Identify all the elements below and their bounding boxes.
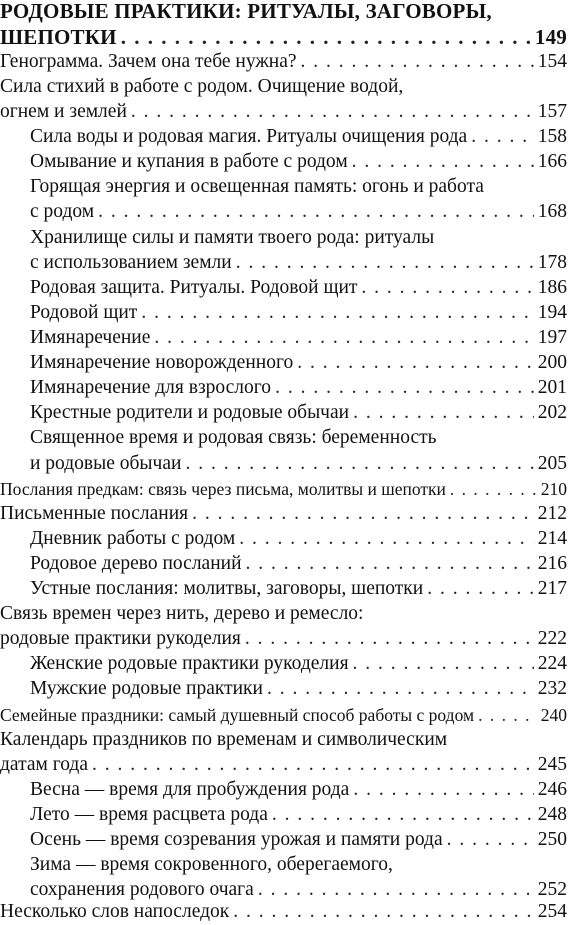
dot-leader <box>98 199 534 225</box>
dot-leader <box>450 476 537 502</box>
dot-leader <box>246 551 534 577</box>
toc-entry-text: с родом <box>30 201 95 222</box>
toc-entry-text: Священное время и родовая связь: беременность <box>30 427 437 448</box>
toc-entry-text: ШЕПОТКИ <box>0 25 117 49</box>
dot-leader <box>352 149 534 175</box>
dot-leader <box>267 676 534 702</box>
toc-entry-text: огнем и землей <box>0 101 127 122</box>
toc-subentry <box>30 852 567 878</box>
toc-subentry <box>30 124 567 150</box>
dot-leader <box>192 501 534 527</box>
dot-leader <box>141 300 533 326</box>
toc-subentry <box>30 250 567 276</box>
dot-leader <box>361 275 533 301</box>
toc-page-number: 202 <box>537 402 567 423</box>
toc-page-number: 186 <box>537 277 567 298</box>
dot-leader <box>427 576 534 602</box>
dot-leader <box>236 250 534 276</box>
dot-leader <box>154 325 533 351</box>
toc-section-heading <box>0 24 567 50</box>
toc-subentry <box>30 199 567 225</box>
toc-entry <box>0 626 567 652</box>
toc-entry-text: с использованием земли <box>30 252 232 273</box>
dot-leader <box>353 400 534 426</box>
toc-entry-text: Омывание и купания в работе с родом <box>30 151 348 172</box>
toc-subentry <box>30 174 567 200</box>
toc-entry-text: сохранения родового очага <box>30 879 254 900</box>
toc-page-number: 254 <box>537 901 567 922</box>
toc-page-number: 222 <box>537 628 567 649</box>
toc-page-number: 210 <box>540 479 567 499</box>
toc-entry <box>0 601 567 627</box>
toc-page-number: 216 <box>537 553 567 574</box>
toc-page-number: 252 <box>537 879 567 900</box>
toc-page-number: 158 <box>537 126 567 147</box>
toc-page-number: 205 <box>537 453 567 474</box>
toc-entry-text: Родовой щит <box>30 302 138 323</box>
toc-entry-text: Дневник работы с родом <box>30 528 236 549</box>
toc-page-number: 245 <box>537 754 567 775</box>
toc-entry-text: Сила воды и родовая магия. Ритуалы очищения рода <box>30 126 468 147</box>
toc-page-number: 157 <box>537 101 567 122</box>
toc-subentry <box>30 451 567 477</box>
toc-entry-text: Семейные праздники: самый душевный способ работы с родом <box>0 705 475 725</box>
toc-subentry <box>30 777 567 803</box>
toc-entry <box>0 702 567 728</box>
dot-leader <box>353 777 533 803</box>
toc-subentry <box>30 526 567 552</box>
toc-entry-text: Письменные послания <box>0 503 189 524</box>
toc-page-number: 168 <box>537 201 567 222</box>
toc-entry-text: Осень — время созревания урожая и памяти рода <box>30 829 443 850</box>
toc-entry <box>0 99 567 125</box>
dot-leader <box>121 24 531 50</box>
dot-leader <box>478 702 537 728</box>
toc-subentry <box>30 225 567 251</box>
toc-entry-text: Несколько слов напоследок <box>0 901 230 922</box>
toc-subentry <box>30 551 567 577</box>
toc-page-number: 154 <box>537 51 567 72</box>
toc-entry <box>0 49 567 75</box>
toc-entry-text: РОДОВЫЕ ПРАКТИКИ: РИТУАЛЫ, ЗАГОВОРЫ, <box>0 0 492 23</box>
toc-entry-text: Горящая энергия и освещенная память: огонь и работа <box>30 176 484 197</box>
dot-leader <box>297 350 534 376</box>
toc-entry-text: Устные послания: молитвы, заговоры, шепотки <box>30 578 424 599</box>
toc-page-number: 232 <box>537 678 567 699</box>
toc-entry-text: и родовые обычаи <box>30 453 182 474</box>
toc-subentry <box>30 827 567 853</box>
toc-entry-text: Мужские родовые практики <box>30 678 263 699</box>
toc-page-number: 201 <box>537 377 567 398</box>
toc-page-number: 217 <box>537 578 567 599</box>
toc-entry <box>0 899 567 925</box>
dot-leader <box>353 651 534 677</box>
toc-entry-text: Связь времен через нить, дерево и ремесло: <box>0 603 364 624</box>
toc-subentry <box>30 375 567 401</box>
dot-leader <box>245 626 534 652</box>
toc-entry-text: Имянаречение для взрослого <box>30 377 272 398</box>
toc-entry <box>0 727 567 753</box>
toc-subentry <box>30 275 567 301</box>
toc-entry <box>0 752 567 778</box>
toc-entry-text: Крестные родители и родовые обычаи <box>30 402 350 423</box>
toc-page-number: 224 <box>537 653 567 674</box>
toc-subentry <box>30 300 567 326</box>
toc-page-number: 240 <box>540 705 567 725</box>
dot-leader <box>92 752 534 778</box>
toc-section-heading <box>0 0 567 24</box>
toc-page-number: 248 <box>537 804 567 825</box>
toc-subentry <box>30 651 567 677</box>
toc-entry-text: Генограмма. Зачем она тебе нужна? <box>0 51 297 72</box>
toc-subentry <box>30 149 567 175</box>
toc-entry-text: Имянаречение <box>30 327 151 348</box>
toc-entry-text: Родовая защита. Ритуалы. Родовой щит <box>30 277 358 298</box>
dot-leader <box>233 899 534 925</box>
dot-leader <box>447 827 534 853</box>
toc-entry-text: Весна — время для пробуждения рода <box>30 779 350 800</box>
toc-entry <box>0 74 567 100</box>
toc-page-number: 246 <box>537 779 567 800</box>
dot-leader <box>301 49 534 75</box>
toc-page-number: 250 <box>537 829 567 850</box>
toc-page-number: 212 <box>537 503 567 524</box>
toc-entry-text: Послания предкам: связь через письма, молитвы и шепотки <box>0 479 446 499</box>
toc-entry-text: Календарь праздников по временам и символическим <box>0 729 448 750</box>
toc-entry-text: Сила стихий в работе с родом. Очищение водой, <box>0 76 404 97</box>
dot-leader <box>272 802 534 828</box>
dot-leader <box>471 124 534 150</box>
toc-entry-text: Имянаречение новорожденного <box>30 352 294 373</box>
toc-entry-text: Родовое дерево посланий <box>30 553 242 574</box>
toc-subentry <box>30 400 567 426</box>
toc-subentry <box>30 350 567 376</box>
toc-page-number: 197 <box>537 327 567 348</box>
toc-entry-text: Лето — время расцвета рода <box>30 804 268 825</box>
toc-page-number: 166 <box>537 151 567 172</box>
toc-subentry <box>30 425 567 451</box>
dot-leader <box>275 375 534 401</box>
toc-subentry <box>30 325 567 351</box>
toc-entry-text: датам года <box>0 754 88 775</box>
toc-page-number: 214 <box>537 528 567 549</box>
toc-entry-text: Женские родовые практики рукоделия <box>30 653 349 674</box>
toc-subentry <box>30 802 567 828</box>
dot-leader <box>239 526 534 552</box>
dot-leader <box>185 451 533 477</box>
toc-page-number: 149 <box>534 25 567 49</box>
toc-page-number: 194 <box>537 302 567 323</box>
toc-subentry <box>30 576 567 602</box>
toc-entry-text: Зима — время сокровенного, оберегаемого, <box>30 854 393 875</box>
toc-entry <box>0 501 567 527</box>
toc-entry-text: Хранилище силы и памяти твоего рода: ритуалы <box>30 227 435 248</box>
toc-entry-text: родовые практики рукоделия <box>0 628 241 649</box>
toc-entry <box>0 476 567 502</box>
toc-page-number: 200 <box>537 352 567 373</box>
toc-subentry <box>30 676 567 702</box>
toc-page-number: 178 <box>537 252 567 273</box>
dot-leader <box>131 99 534 125</box>
